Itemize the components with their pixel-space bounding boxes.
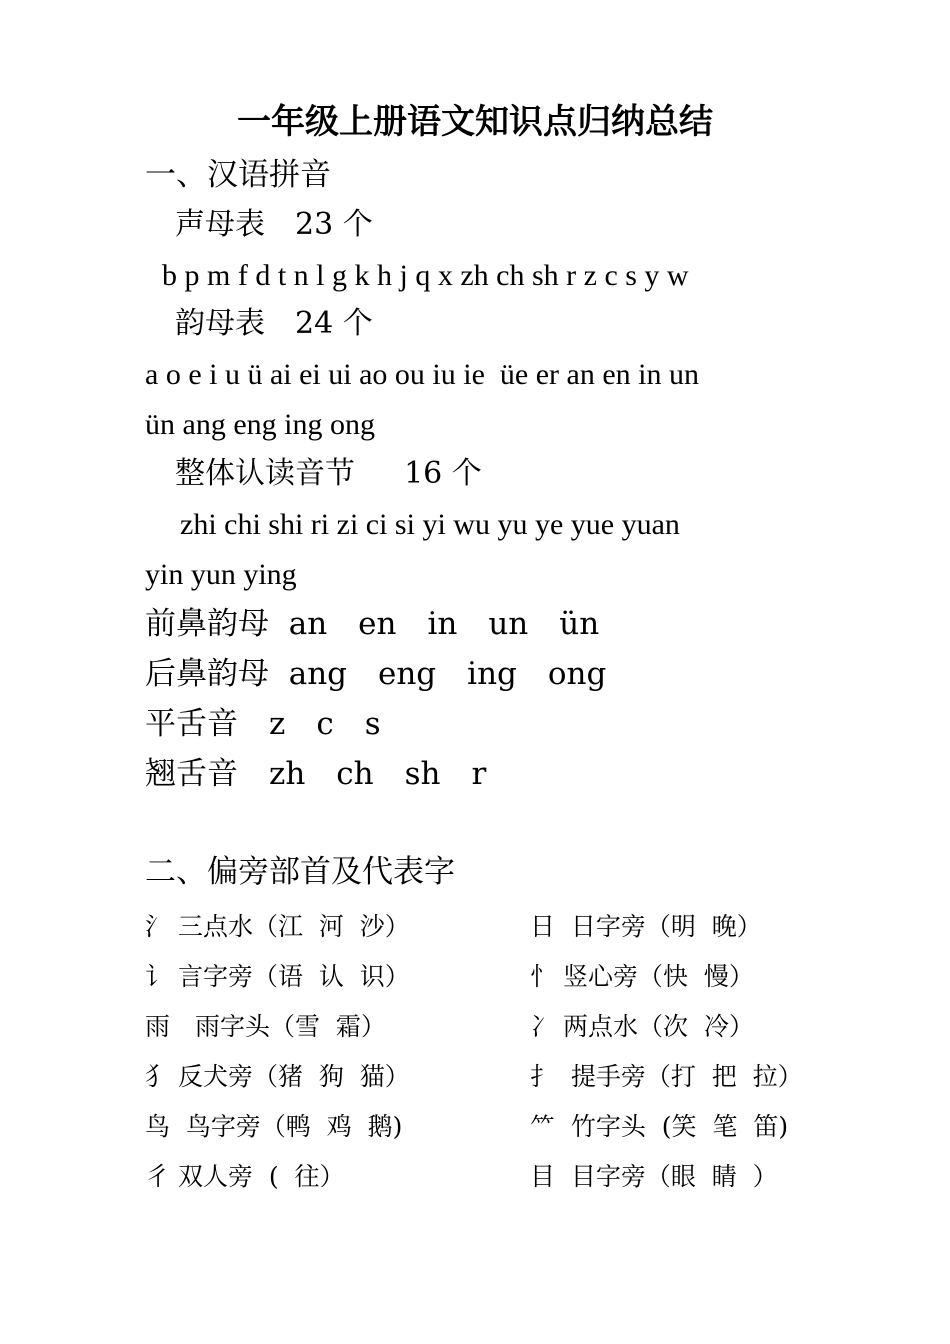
radical-row-left: 彳 双人旁 ( 往） xyxy=(145,1162,345,1191)
section-heading-pinyin: 一、汉语拼音 xyxy=(145,157,331,193)
radical-row-left: 鸟 鸟字旁（鸭 鸡 鹅) xyxy=(145,1112,403,1141)
houbi-yunmu: 后鼻韵母 ang eng ing ong xyxy=(145,656,607,692)
document-title: 一年级上册语文知识点归纳总结 xyxy=(237,102,713,142)
yunmu-list-line1: a o e i u ü ai ei ui ao ou iu ie üe er an en in un xyxy=(145,358,699,391)
radical-row-right: 忄 竖心旁（快 慢） xyxy=(530,962,754,991)
pingshe-yin: 平舌音 z c s xyxy=(145,706,381,742)
qiaoshe-yin: 翘舌音 zh ch sh r xyxy=(145,756,487,792)
radical-row-right: ⺮ 竹字头 (笑 笔 笛) xyxy=(530,1112,789,1141)
shengmu-label: 声母表 23 个 xyxy=(175,207,373,242)
section-heading-radicals: 二、偏旁部首及代表字 xyxy=(145,854,455,890)
radical-row-right: 扌 提手旁（打 把 拉） xyxy=(530,1062,803,1091)
radical-row-right: 目 目字旁（眼 睛 ） xyxy=(530,1162,778,1191)
zhengti-list-line2: yin yun ying xyxy=(145,558,297,591)
radical-row-left: 氵 三点水（江 河 沙） xyxy=(145,912,410,941)
radical-row-right: 冫 两点水（次 冷） xyxy=(530,1012,754,1041)
radical-row-left: 犭 反犬旁（猪 狗 猫） xyxy=(145,1062,410,1091)
radical-row-left: 讠 言字旁（语 认 识） xyxy=(145,962,410,991)
radical-row-right: 日 日字旁（明 晚） xyxy=(530,912,762,941)
yunmu-label: 韵母表 24 个 xyxy=(175,306,373,341)
yunmu-list-line2: ün ang eng ing ong xyxy=(145,408,375,441)
radical-row-left: 雨 雨字头（雪 霜） xyxy=(145,1012,386,1041)
zhengti-label: 整体认读音节 16 个 xyxy=(175,456,482,491)
zhengti-list-line1: zhi chi shi ri zi ci si yi wu yu ye yue yuan xyxy=(180,508,680,541)
qianbi-yunmu: 前鼻韵母 an en in un ün xyxy=(145,606,600,642)
shengmu-list: b p m f d t n l g k h j q x zh ch sh r z c s y w xyxy=(162,259,689,292)
